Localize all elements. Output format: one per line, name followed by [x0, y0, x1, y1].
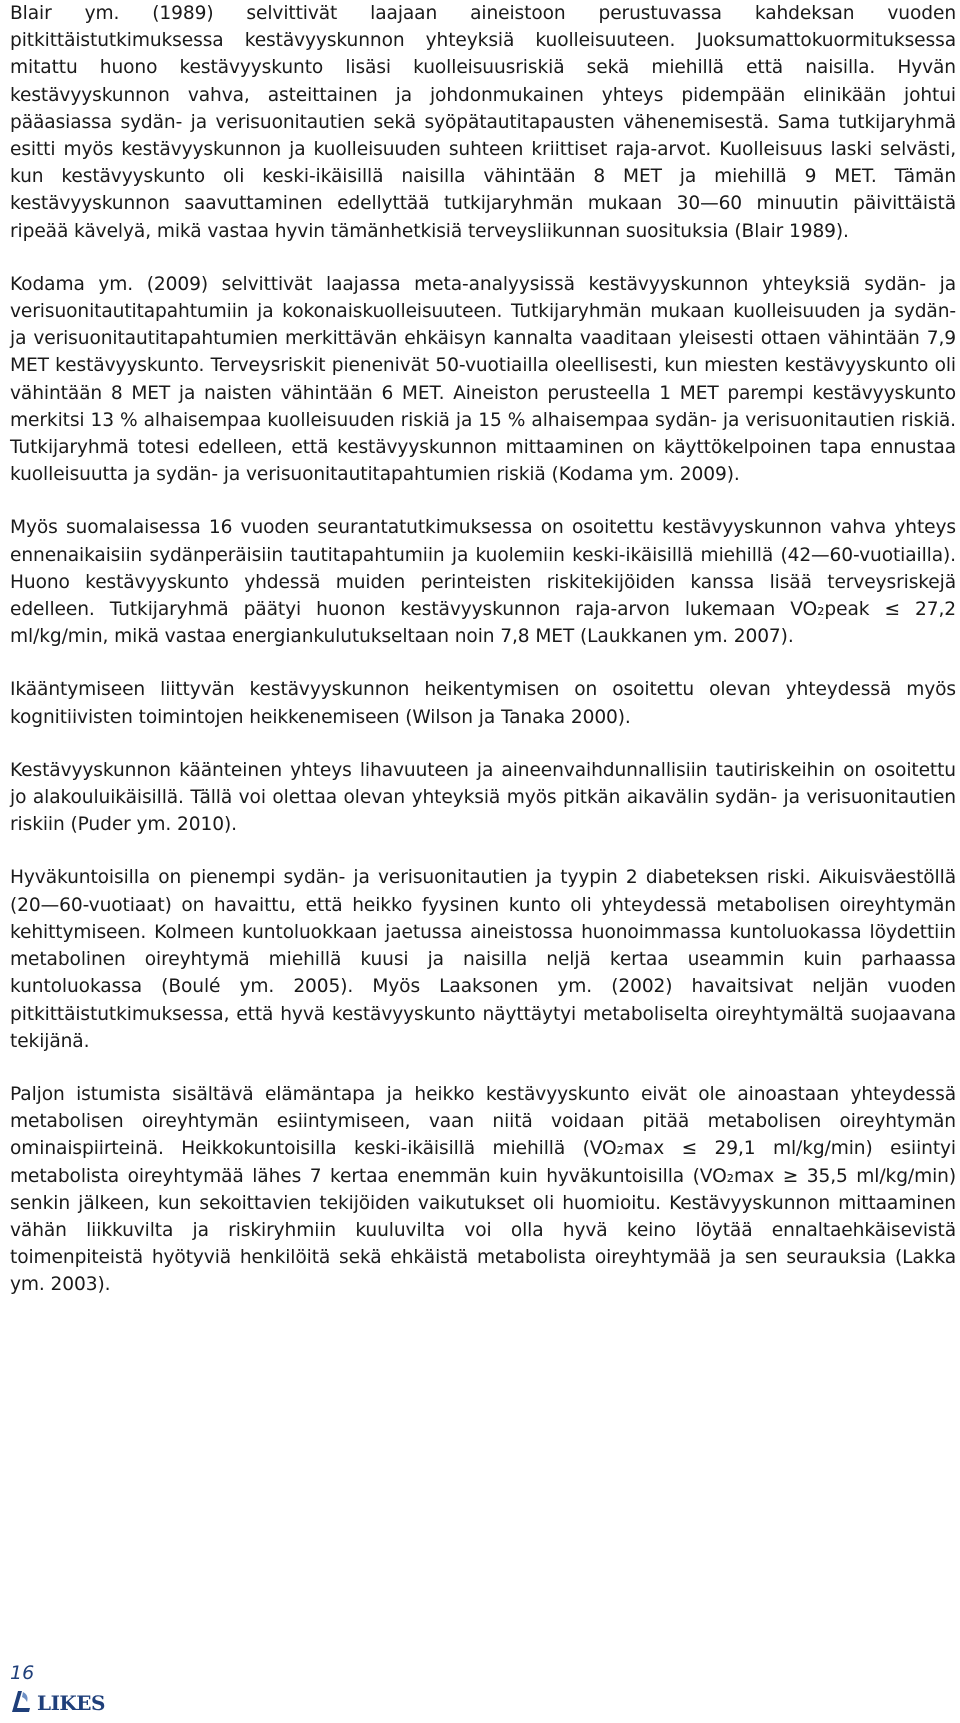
body-text: [10, 0, 956, 1325]
paragraph-boule: Hyväkuntoisilla on pienempi sydän- ja verisuonitautien ja tyypin 2 diabeteksen riski. Aikuisväestöllä (20—60-vuotiaat) on havaittu, että heikko fyysinen kunto oli yhteydessä metabolisen oireyhtymän kehittymiseen. Kolmeen kuntoluokkaan jaetussa aineistossa huonoimmassa kuntoluokassa löydettiin metabolinen oireyhtymä miehillä kuusi ja naisilla neljä kertaa useammin kuin parhaassa kuntoluokassa (Boulé ym. 2005). Myös Laaksonen ym. (2002) havaitsivat neljän vuoden pitkittäistutkimuksessa, että hyvä kestävyyskunto näyttäytyi metaboliselta oireyhtymältä suojaavana tekijänä.: [10, 867, 956, 1052]
paragraph-puder: Kestävyyskunnon käänteinen yhteys lihavuuteen ja aineenvaihdunnallisiin tautiriskeihin on osoitettu jo alakouluikäisillä. Tällä voi olettaa olevan yhteyksiä myös pitkän aikavälin sydän- ja verisuonitautien riskiin (Puder ym. 2010).: [10, 759, 956, 836]
paragraph-lakka: Paljon istumista sisältävä elämäntapa ja heikko kestävyyskunto eivät ole ainoastaan yhteydessä metabolisen oireyhtymän esiintymiseen, vaan niitä voidaan pitää metabolisen oireyhtymän ominaispiirteinä. Heikkokuntoisilla keski-ikäisillä miehillä (VO₂max ≤ 29,1 ml/kg/min) esiintyi metabolista oireyhtymää lähes 7 kertaa enemmän kuin hyväkuntoisilla (VO₂max ≥ 35,5 ml/kg/min) senkin jälkeen, kun sekoittavien tekijöiden vaikutukset oli huomioitu. Kestävyyskunnon mittaaminen vähän liikkuvilta ja riskiryhmiin kuuluvilta voi olla hyvä keino löytää ennaltaehkäisevistä toimenpiteistä hyötyviä henkilöitä sekä ehkäistä metabolista oireyhtymää ja sen seurauksia (Lakka ym. 2003).: [10, 1083, 956, 1296]
logo-wordmark: LIKES: [37, 1691, 105, 1715]
paragraph-laukkanen: Myös suomalaisessa 16 vuoden seurantatutkimuksessa on osoitettu kestävyyskunnon vahva yhteys ennenaikaisiin sydänperäisiin tautitapahtumiin ja kuolemiin keski-ikäisillä miehillä (42—60-vuotiailla). Huono kestävyyskunto yhdessä muiden perinteisten riskitekijöiden kanssa lisää terveysriskejä edelleen. Tutkijaryhmä päätyi huonon kestävyyskunnon raja-arvon lukemaan VO₂peak ≤ 27,2 ml/kg/min, mikä vastaa energiankulutukseltaan noin 7,8 MET (Laukkanen ym. 2007).: [10, 517, 956, 648]
paragraph-blair: Blair ym. (1989) selvittivät laajaan aineistoon perustuvassa kahdeksan vuoden pitkittäistutkimuksessa kestävyyskunnon yhteyksiä kuolleisuuteen. Juoksumattokuormituksessa mitattu huono kestävyyskunto lisäsi kuolleisuusriskiä sekä miehillä että naisilla. Hyvän kestävyyskunnon vahva, asteittainen ja johdonmukainen yhteys pidempään elinikään johtui pääasiassa sydän- ja verisuonitautien sekä syöpätautitapausten vähenemisestä. Sama tutkijaryhmä esitti myös kestävyyskunnon ja kuolleisuuden suhteen kriittiset raja-arvot. Kuolleisuus laski selvästi, kun kestävyyskunto oli keski-ikäisillä naisilla vähintään 8 MET ja miehillä 9 MET. Tämän kestävyyskunnon saavuttaminen edellyttää tutkijaryhmän mukaan 30—60 minuutin päivittäistä ripeää kävelyä, mikä vastaa hyvin tämänhetkisiä terveysliikunnan suosituksia (Blair 1989).: [10, 3, 956, 242]
paragraph-wilson: Ikääntymiseen liittyvän kestävyyskunnon heikentymisen on osoitettu olevan yhteydessä myös kognitiivisten toimintojen heikkenemiseen (Wilson ja Tanaka 2000).: [10, 679, 956, 728]
page-footer: [10, 1662, 105, 1714]
likes-logo-icon: [10, 1688, 34, 1714]
page-number: 16: [10, 1662, 35, 1684]
likes-logo: [10, 1688, 105, 1714]
paragraph-kodama: Kodama ym. (2009) selvittivät laajassa meta-analyysissä kestävyyskunnon yhteyksiä sydän- ja verisuonitautitapahtumiin ja kokonaiskuolleisuuteen. Tutkijaryhmän mukaan kuolleisuuden ja sydän- ja verisuonitautitapahtumien merkittävän ehkäisyn kannalta vaaditaan yleisesti ottaen vähintään 7,9 MET kestävyyskunto. Terveysriskit pienenivät 50-vuotiailla oleellisesti, kun miesten kestävyyskunto oli vähintään 8 MET ja naisten vähintään 6 MET. Aineiston perusteella 1 MET parempi kestävyyskunto merkitsi 13 % alhaisempaa kuolleisuuden riskiä ja 15 % alhaisempaa sydän- ja verisuonitautien riskiä. Tutkijaryhmä totesi edelleen, että kestävyyskunnon mittaaminen on käyttökelpoinen tapa ennustaa kuolleisuutta ja sydän- ja verisuonitautitapahtumien riskiä (Kodama ym. 2009).: [10, 273, 956, 486]
